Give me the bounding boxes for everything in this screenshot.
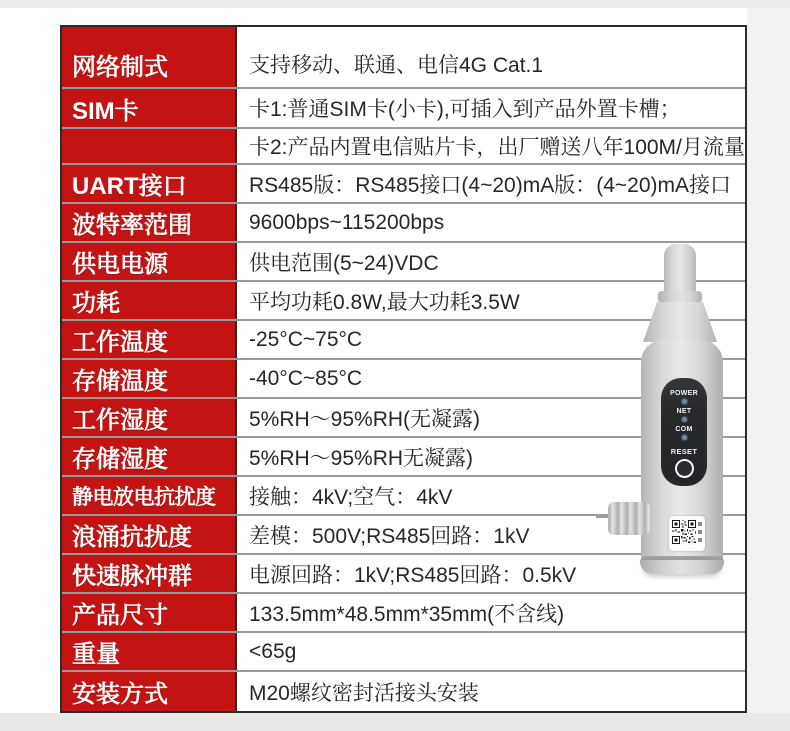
spec-label: 安装方式 <box>62 672 237 711</box>
antenna-tip <box>664 244 696 294</box>
spec-label: 快速脉冲群 <box>62 555 237 592</box>
spec-row <box>62 165 745 204</box>
net-led-label: NET <box>676 408 692 415</box>
spec-label: 静电放电抗扰度 <box>62 477 237 514</box>
spec-value: -25°C~75°C <box>237 321 745 358</box>
spec-value: -40°C~85°C <box>237 360 745 397</box>
body-bottom-cap <box>640 558 724 574</box>
spec-value: 133.5mm*48.5mm*35mm(不含线) <box>237 594 745 631</box>
spec-value: M20螺纹密封活接头安装 <box>237 672 745 711</box>
spec-value: 接触：4kV;空气：4kV <box>237 477 745 514</box>
spec-value: 平均功耗0.8W,最大功耗3.5W <box>237 282 745 319</box>
power-led-icon <box>682 399 687 404</box>
spec-value: 卡2:产品内置电信贴片卡，出厂赠送八年100M/月流量 <box>237 129 745 163</box>
spec-row <box>62 27 745 89</box>
spec-value: <65g <box>237 633 745 670</box>
spec-label: 供电电源 <box>62 243 237 280</box>
com-led-label: COM <box>675 426 693 433</box>
spec-label: 浪涌抗扰度 <box>62 516 237 553</box>
antenna-collar <box>658 291 702 303</box>
spec-value: 5%RH～95%RH无凝露) <box>237 438 745 475</box>
spec-label <box>62 129 237 163</box>
spec-row <box>62 633 745 672</box>
spec-row <box>62 204 745 243</box>
spec-value: 支持移动、联通、电信4G Cat.1 <box>237 27 745 87</box>
spec-label: 存储温度 <box>62 360 237 397</box>
spec-row <box>62 129 745 165</box>
spec-label: 波特率范围 <box>62 204 237 241</box>
spec-value: 差模：500V;RS485回路：1kV <box>237 516 745 553</box>
spec-label: 重量 <box>62 633 237 670</box>
spec-value: 电源回路：1kV;RS485回路：0.5kV <box>237 555 745 592</box>
page-top-band <box>0 0 790 8</box>
spec-value: 卡1:普通SIM卡(小卡),可插入到产品外置卡槽； <box>237 89 745 127</box>
spec-label: 功耗 <box>62 282 237 319</box>
spec-value: 供电范围(5~24)VDC <box>237 243 745 280</box>
spec-row <box>62 243 745 282</box>
reset-button-icon <box>675 459 694 478</box>
spec-label: 产品尺寸 <box>62 594 237 631</box>
power-led-label: POWER <box>670 390 698 397</box>
photo-background-strip <box>747 8 790 713</box>
spec-value: 9600bps~115200bps <box>237 204 745 241</box>
led-panel <box>661 378 707 486</box>
spec-label: 存储湿度 <box>62 438 237 475</box>
reset-label: RESET <box>670 447 698 456</box>
spec-value: 5%RH～95%RH(无凝露) <box>237 399 745 436</box>
spec-label: UART接口 <box>62 165 237 202</box>
page-bottom-band <box>0 713 790 731</box>
spec-label: 工作温度 <box>62 321 237 358</box>
spec-row <box>62 672 745 711</box>
net-led-icon <box>682 417 687 422</box>
spec-row <box>62 282 745 321</box>
spec-row <box>62 89 745 129</box>
spec-value: RS485版：RS485接口(4~20)mA版：(4~20)mA接口 <box>237 165 745 202</box>
qr-sticker-side-text <box>698 522 702 546</box>
spec-row <box>62 594 745 633</box>
qr-code-icon <box>672 520 696 544</box>
spec-label: 网络制式 <box>62 27 237 87</box>
cable-gland-connector <box>608 502 650 535</box>
qr-code-sticker <box>669 516 705 551</box>
com-led-icon <box>682 435 687 440</box>
led-stack <box>661 386 707 486</box>
spec-label: 工作湿度 <box>62 399 237 436</box>
spec-label: SIM卡 <box>62 89 237 127</box>
